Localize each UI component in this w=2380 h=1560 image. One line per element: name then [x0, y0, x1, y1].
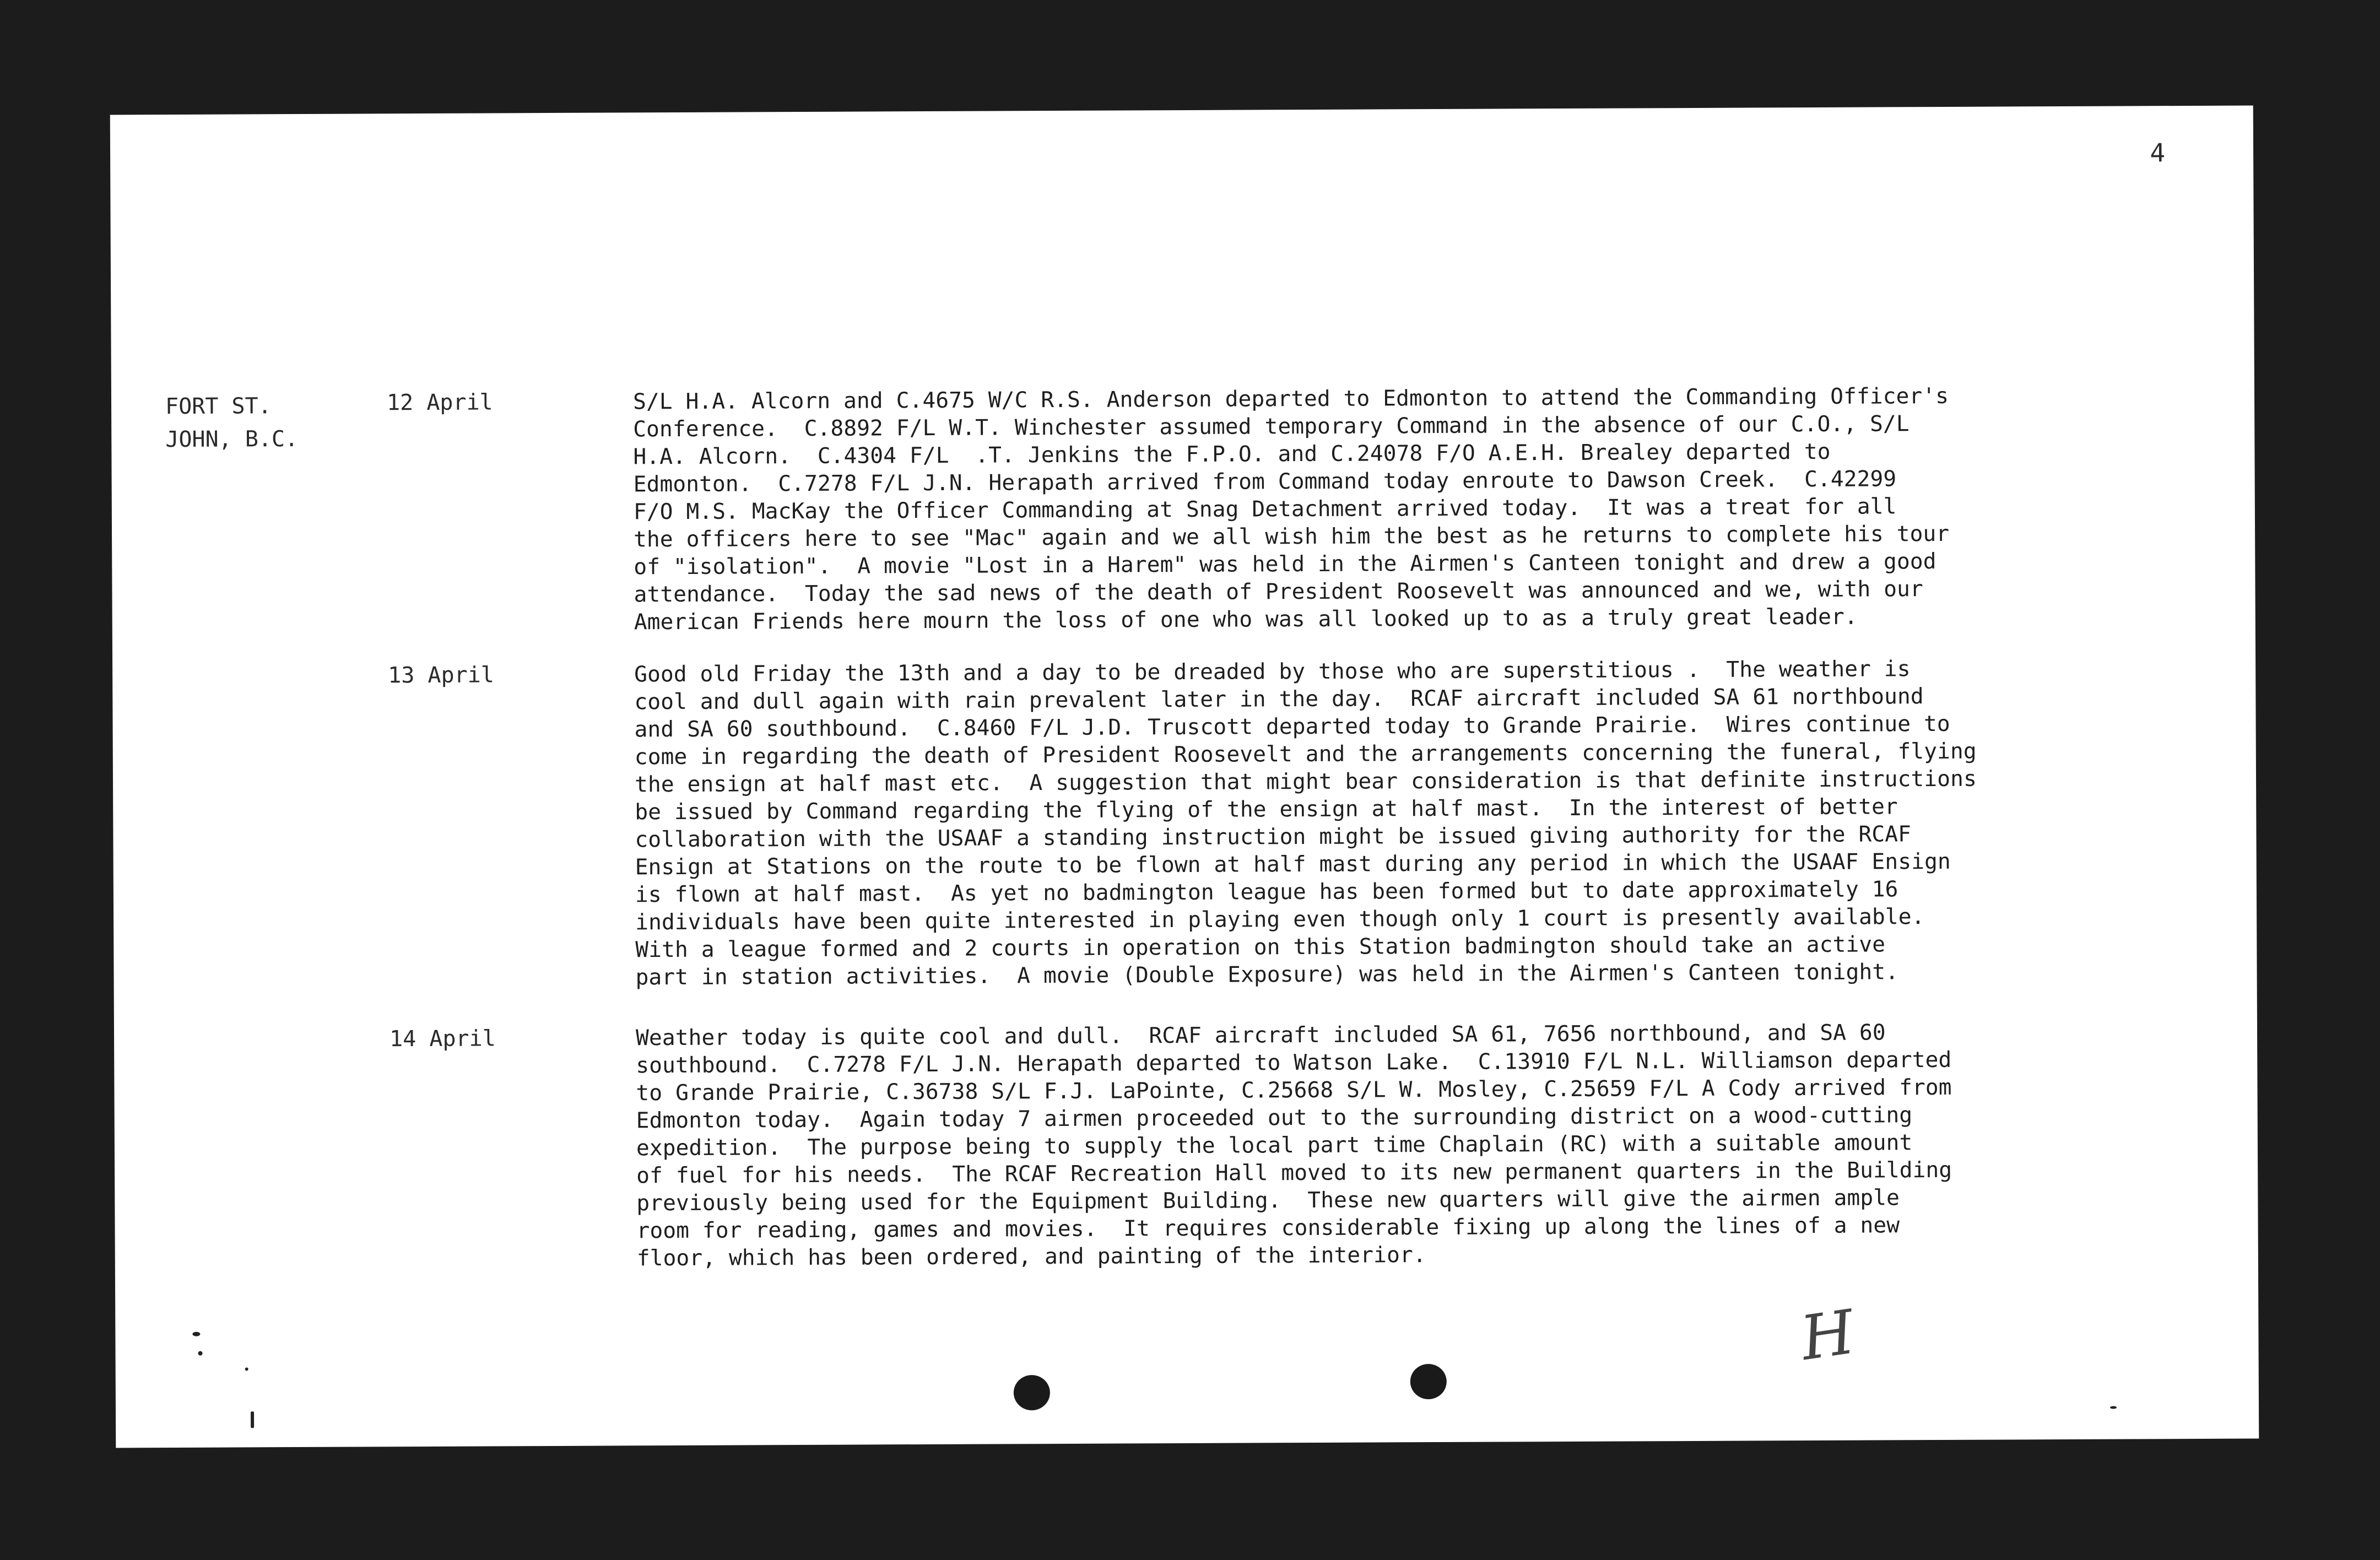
diary-entry	[112, 654, 2255, 990]
document-page	[110, 106, 2259, 1448]
diary-entry	[114, 1017, 2257, 1271]
entry-date: 12 April	[386, 389, 493, 416]
entry-text: Good old Friday the 13th and a day to be dreaded by those who are superstitious . The weather is cool and dull again with rain prevalent later in the day. RCAF aircraft included SA 61 northbound and SA 60 southbound. C.8460 F/L J.D. Truscott departed today to Grande Prairie. Wires continue to come in regarding the death of President Roosevelt and the arrangements concerning the funeral, flying the ensign at half mast etc. A suggestion that might bear consideration is that definite instructions be issued by Command regarding the flying of the ensign at half mast. In the interest of better collaboration with the USAAF a standing instruction might be issued giving authority for the RCAF Ensign at Stations on the route to be flown at half mast during any period in which the USAAF Ensign is flown at half mast. As yet no badmington league has been formed but to date approximately 16 individuals have been quite interested in playing even though only 1 court is presently available. With a league formed and 2 courts in operation on this Station badmington should take an active part in station activities. A movie (Double Exposure) was held in the Airmen's Canteen tonight.	[634, 656, 1977, 990]
ink-speck	[192, 1332, 200, 1336]
binder-hole	[1014, 1375, 1050, 1410]
entry-text: S/L H.A. Alcorn and C.4675 W/C R.S. Anderson departed to Edmonton to attend the Commanding Officer's Conference. C.8892 F/L W.T. Winchester assumed temporary Command in the absence of our C.O., S/L H.A. Alcorn. C.4304 F/L .T. Jenkins the F.P.O. and C.24078 F/O A.E.H. Brealey departed to Edmonton. C.7278 F/L J.N. Herapath arrived from Command today enroute to Dawson Creek. C.42299 F/O M.S. MacKay the Officer Commanding at Snag Detachment arrived today. It was a treat for all the officers here to see "Mac" again and we all wish him the best as he returns to complete his tour of "isolation". A movie "Lost in a Harem" was held in the Airmen's Canteen tonight and drew a good attendance. Today the sad news of the death of President Roosevelt was announced and we, with our American Friends here mourn the loss of one who was all looked up to as a truly great leader.	[632, 383, 1950, 635]
handwritten-initials: H	[1796, 1296, 1859, 1374]
entry-date: 14 April	[389, 1026, 496, 1052]
ink-speck	[251, 1411, 254, 1428]
entry-date: 13 April	[388, 662, 494, 689]
page-number: 4	[2150, 138, 2166, 168]
binder-hole	[1410, 1364, 1447, 1399]
location-label: FORT ST. JOHN, B.C.	[165, 393, 299, 453]
ink-speck	[245, 1367, 248, 1371]
ink-speck	[198, 1351, 203, 1356]
ink-speck	[2110, 1406, 2117, 1409]
entry-text: Weather today is quite cool and dull. RCAF aircraft included SA 61, 7656 northbound, and SA 60 southbound. C.7278 F/L J.N. Herapath departed to Watson Lake. C.13910 F/L N.L. Williamson departed to Grande Prairie, C.36738 S/L F.J. LaPointe, C.25668 S/L W. Mosley, C.25659 F/L A Cody arrived from Edmonton today. Again today 7 airmen proceeded out to the surrounding district on a wood-cutting expedition. The purpose being to supply the local part time Chaplain (RC) with a suitable amount of fuel for his needs. The RCAF Recreation Hall moved to its new permanent quarters in the Building previously being used for the Equipment Building. These new quarters will give the airmen ample room for reading, games and movies. It requires considerable fixing up along the lines of a new floor, which has been ordered, and painting of the interior.	[635, 1020, 1952, 1271]
